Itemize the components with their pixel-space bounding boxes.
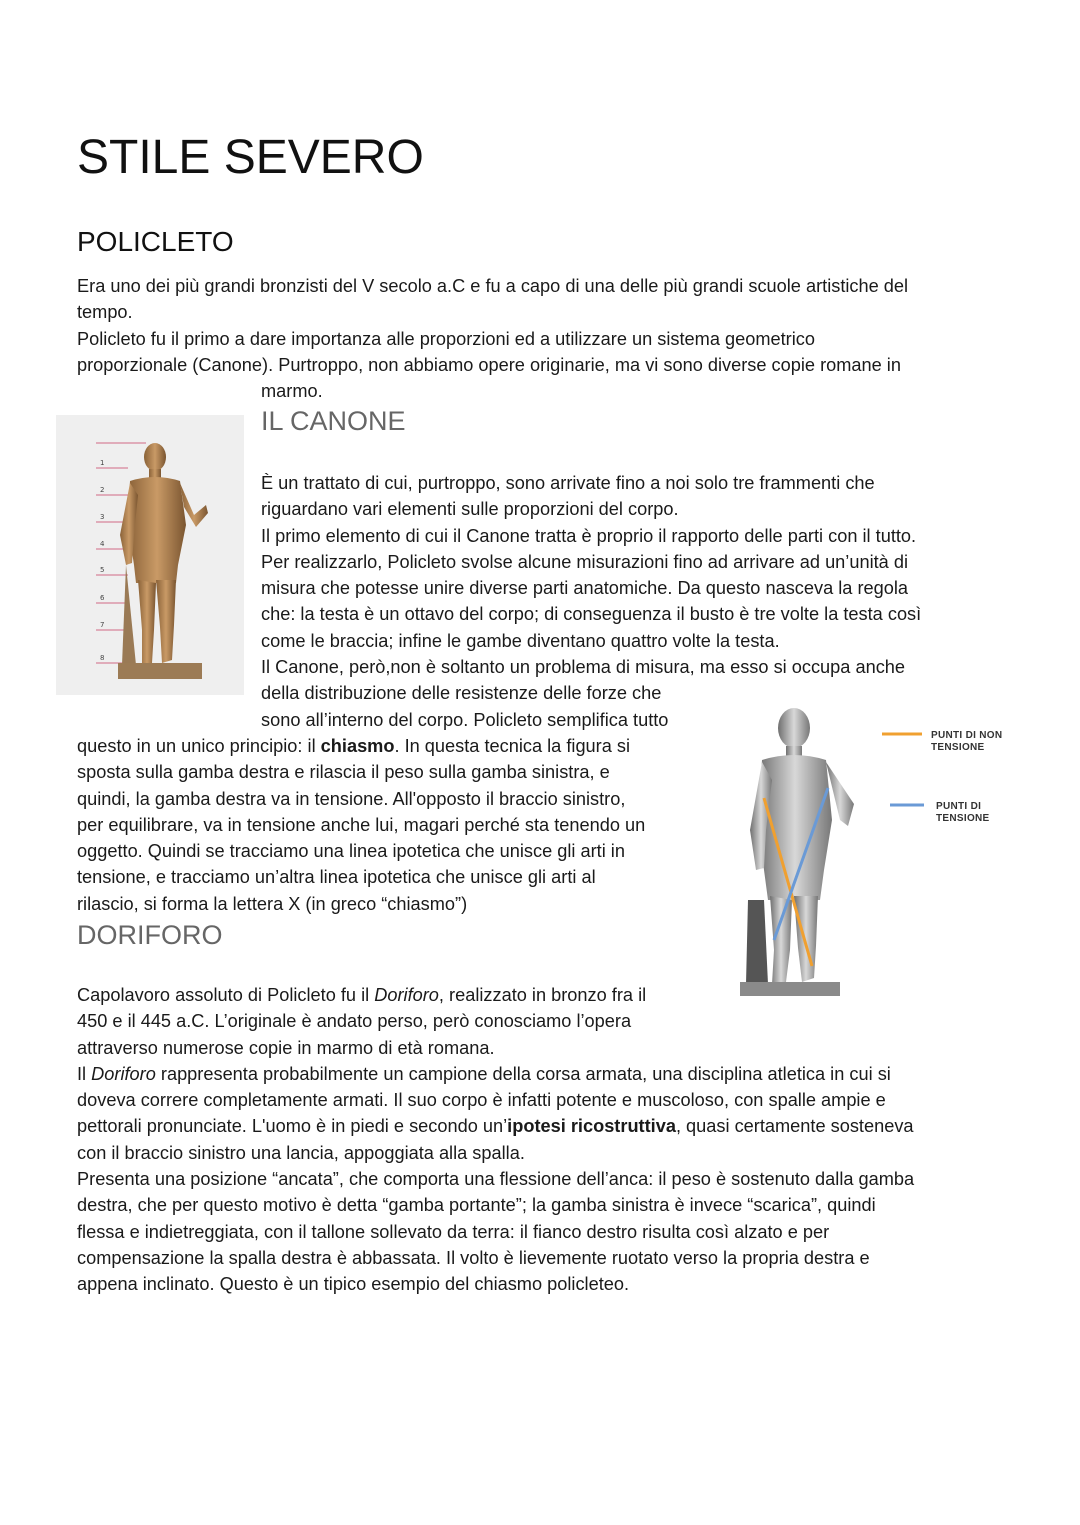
legend-text: PUNTI DI: [936, 801, 982, 812]
text-line: Policleto fu il primo a dare importanza alle proporzioni ed a utilizzare un sistema geometrico: [77, 328, 815, 349]
text-line: riguardano vari elementi sulle proporzioni del corpo.: [261, 499, 679, 520]
marker-8: 8: [100, 654, 105, 662]
text-line: pettorali pronunciate. L'uomo è in piedi e secondo un’ipotesi ricostruttiva, quasi certamente sosteneva: [77, 1116, 914, 1137]
text-line: Il primo elemento di cui il Canone tratta è proprio il rapporto delle parti con il tutto.: [261, 525, 917, 546]
text-line: destra, che per questo motivo è detta “gamba portante”; la gamba sinistra è invece “scarica”, quindi: [77, 1195, 876, 1216]
text-line: appena inclinato. Questo è un tipico esempio del chiasmo policleteo.: [77, 1274, 630, 1295]
text-line: tensione, e tracciamo un’altra linea ipotetica che unisce gli arti al: [77, 867, 596, 888]
text-line: quindi, la gamba destra va in tensione. All'opposto il braccio sinistro,: [77, 788, 626, 809]
text-line: Il Canone, però,non è soltanto un problema di misura, ma esso si occupa anche: [261, 657, 906, 678]
text-line: Il Doriforo rappresenta probabilmente un campione della corsa armata, una disciplina atletica in cui si: [77, 1063, 891, 1084]
text-line: proporzionale (Canone). Purtroppo, non abbiamo opere originarie, ma vi sono diverse copie romane in: [77, 354, 901, 375]
text-line: con il braccio sinistro una lancia, appoggiata alla spalla.: [77, 1142, 525, 1163]
text-line: sposta sulla gamba destra e rilascia il peso sulla gamba sinistra, e: [77, 762, 610, 783]
text-line: per equilibrare, va in tensione anche lui, magari perché sta tenendo un: [77, 814, 646, 835]
canone-statue-figure: [56, 415, 244, 695]
text-line: questo in un unico principio: il chiasmo. In questa tecnica la figura si: [77, 736, 631, 756]
text-line: rilascio, si forma la lettera X (in greco “chiasmo”): [77, 893, 468, 914]
paragraph-policleto: [77, 273, 908, 404]
page-title: STILE SEVERO: [77, 131, 424, 184]
marker-7: 7: [100, 621, 105, 629]
marker-4: 4: [100, 540, 105, 548]
statue-illustration: [56, 415, 244, 695]
chiasmo-term: chiasmo: [320, 736, 395, 756]
chiasmo-statue-figure: [728, 700, 1028, 1000]
legend-tensione: [936, 801, 990, 825]
text-line: Per realizzarlo, Policleto svolse alcune misurazioni fino ad arrivare ad un’unità di: [261, 551, 908, 572]
marker-1: 1: [100, 459, 105, 467]
text-line: Presenta una posizione “ancata”, che comporta una flessione dell’anca: il peso è sostenuto dalla gamba: [77, 1169, 915, 1190]
paragraph-chiasmo: [77, 733, 645, 917]
text-line: sono all’interno del corpo. Policleto semplifica tutto: [261, 709, 669, 730]
marker-3: 3: [100, 513, 105, 521]
heading-il-canone: IL CANONE: [261, 406, 406, 436]
text-line: tempo.: [77, 302, 133, 323]
text-line: come le braccia; infine le gambe diventano quattro volte la testa.: [261, 630, 780, 651]
heading-policleto: POLICLETO: [77, 226, 234, 257]
text-line: marmo.: [261, 381, 323, 402]
legend-non-tensione: [931, 730, 1002, 754]
marker-6: 6: [100, 594, 105, 602]
marker-5: 5: [100, 566, 105, 574]
marker-2: 2: [100, 486, 105, 494]
text-line: doveva correre completamente armati. Il suo corpo è infatti potente e muscoloso, con spalle ampie e: [77, 1090, 886, 1111]
text-line: misura che potesse unire diverse parti anatomiche. Da questo nasceva la regola: [261, 578, 909, 599]
text-line: Era uno dei più grandi bronzisti del V secolo a.C e fu a capo di una delle più grandi scuole artistiche del: [77, 276, 909, 296]
text-line: che: la testa è un ottavo del corpo; di conseguenza il busto è tre volte la testa così: [261, 604, 922, 625]
paragraph-doriforo: [77, 982, 914, 1298]
text-line: oggetto. Quindi se tracciamo una linea ipotetica che unisce gli arti in: [77, 841, 625, 862]
legend-text: TENSIONE: [936, 813, 990, 824]
legend-text: TENSIONE: [931, 742, 985, 753]
heading-doriforo: DORIFORO: [77, 920, 223, 950]
paragraph-canone: [261, 470, 921, 733]
legend-text: PUNTI DI NON: [931, 730, 1003, 741]
text-line: 450 e il 445 a.C. L’originale è andato perso, però conosciamo l’opera: [77, 1011, 632, 1032]
text-line: Capolavoro assoluto di Policleto fu il Doriforo, realizzato in bronzo fra il: [77, 985, 647, 1005]
text-line: È un trattato di cui, purtroppo, sono arrivate fino a noi solo tre frammenti che: [261, 473, 875, 493]
text-line: della distribuzione delle resistenze delle forze che: [261, 683, 662, 704]
text-line: compensazione la spalla destra è abbassata. Il volto è lievemente ruotato verso la propria destra e: [77, 1247, 870, 1268]
text-line: attraverso numerose copie in marmo di età romana.: [77, 1037, 495, 1058]
text-line: flessa e indietreggiata, con il tallone sollevato da terra: il fianco destro risulta così alzato e per: [77, 1221, 830, 1242]
